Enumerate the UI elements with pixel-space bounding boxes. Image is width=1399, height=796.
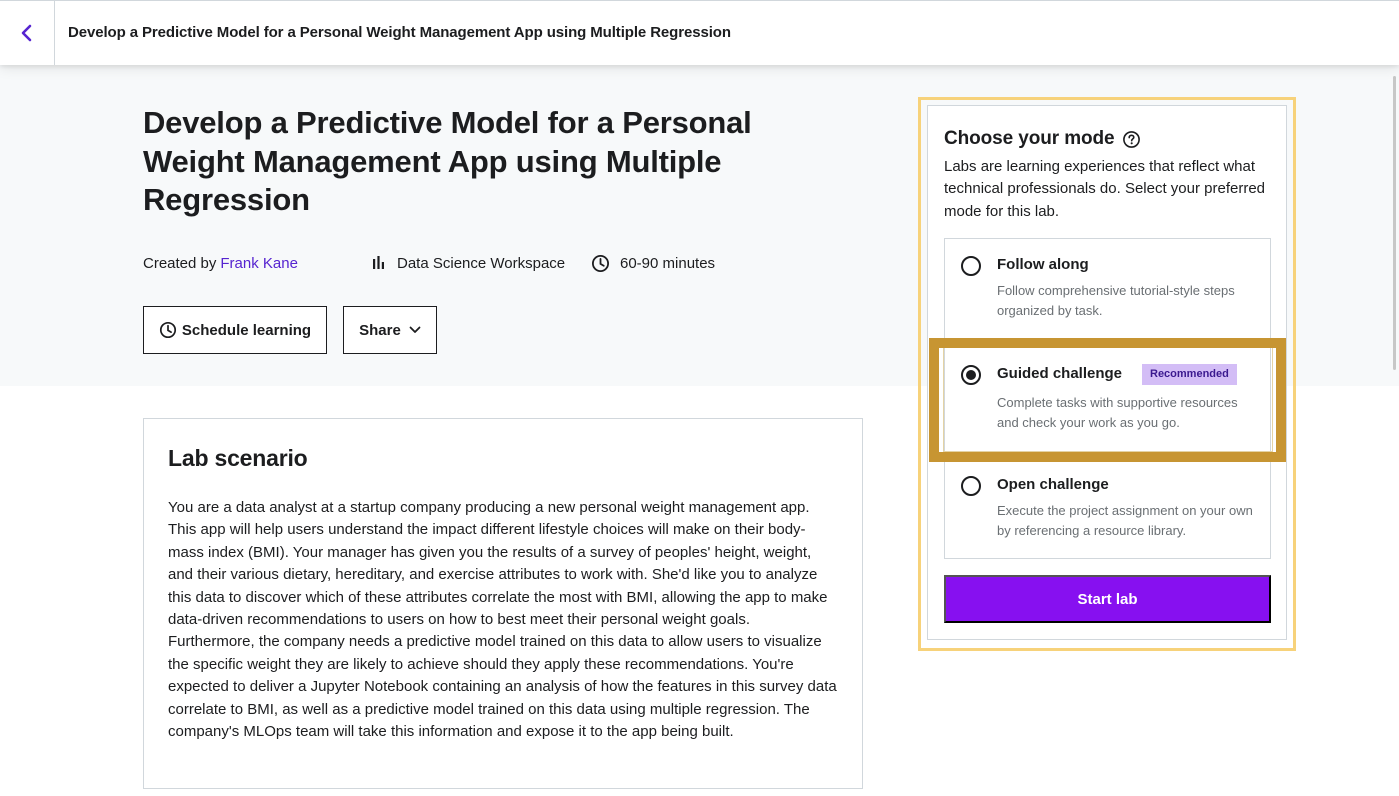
share-button[interactable] — [343, 306, 437, 354]
bar-chart-icon — [370, 255, 387, 271]
workspace-label: Data Science Workspace — [397, 254, 566, 272]
back-button[interactable] — [0, 1, 55, 65]
option-subtitle: Follow comprehensive tutorial-style steps organized by task. — [997, 283, 1235, 318]
duration-info — [591, 253, 715, 273]
mode-heading-text: Choose your mode — [944, 128, 1115, 149]
lab-scenario-text: You are a data analyst at a startup company producing a new personal weight management app. This app will help users understand the impact different lifestyle choices will make on their body-mass index (BMI). Your manager has given you the results of a survey of peoples' height, weight, and their various dietary, hereditary, and exercise attributes to work with. She'd like you to analyze this data to discover which of these attributes correlate the most with BMI, allowing the app to make data-driven recommendations to users on how to best meet their personal weight goals. Furthermore, the company needs a predictive model trained on this data to allow users to visualize the specific weight they are likely to achieve should they apply these recommendations. You're expected to deliver a Jupyter Notebook containing an analysis of how the features in this survey data correlate to BMI, as well as a predictive model trained on this data using multiple regression. The company's MLOps team will take this information and expose it to the app being built. — [168, 499, 837, 741]
option-title: Guided challenge — [997, 365, 1123, 382]
top-bar — [0, 0, 1399, 65]
share-label: Share — [359, 321, 401, 339]
mode-heading — [944, 128, 1141, 150]
question-circle-icon[interactable] — [1122, 130, 1141, 149]
schedule-learning-label: Schedule learning — [181, 321, 312, 339]
created-by-label: Created by — [143, 254, 217, 272]
option-title: Open challenge — [997, 476, 1109, 493]
lab-scenario-card — [143, 418, 863, 789]
schedule-learning-button[interactable] — [143, 306, 327, 354]
page-scrollbar[interactable] — [1393, 76, 1396, 370]
topbar-title: Develop a Predictive Model for a Personal Weight Management App using Multiple Regression — [68, 24, 731, 41]
clock-icon — [591, 254, 610, 273]
chevron-down-icon — [409, 326, 421, 334]
start-lab-button[interactable]: Start lab — [944, 575, 1271, 623]
author-link[interactable]: Frank Kane — [220, 254, 298, 272]
clock-icon — [159, 321, 177, 339]
author-info — [143, 253, 298, 273]
guided-challenge-highlight — [929, 338, 1286, 462]
option-title: Follow along — [997, 256, 1089, 273]
recommended-badge: Recommended — [1142, 364, 1237, 385]
mode-option-follow-along[interactable] — [945, 239, 1270, 346]
radio-follow-along[interactable] — [961, 256, 981, 276]
duration-label: 60-90 minutes — [620, 254, 716, 272]
radio-open-challenge[interactable] — [961, 476, 981, 496]
page-title: Develop a Predictive Model for a Personal Weight Management App using Multiple Regression — [143, 105, 752, 217]
workspace-info — [370, 253, 565, 273]
option-subtitle: Complete tasks with supportive resources and check your work as you go. — [997, 395, 1238, 430]
mode-description: Labs are learning experiences that reflect what technical professionals do. Select your preferred mode for this lab. — [944, 158, 1266, 220]
option-subtitle: Execute the project assignment on your own by referencing a resource library. — [997, 503, 1253, 538]
chevron-left-icon — [20, 24, 34, 42]
lab-scenario-heading: Lab scenario — [168, 445, 308, 471]
mode-option-open-challenge[interactable] — [945, 453, 1270, 560]
